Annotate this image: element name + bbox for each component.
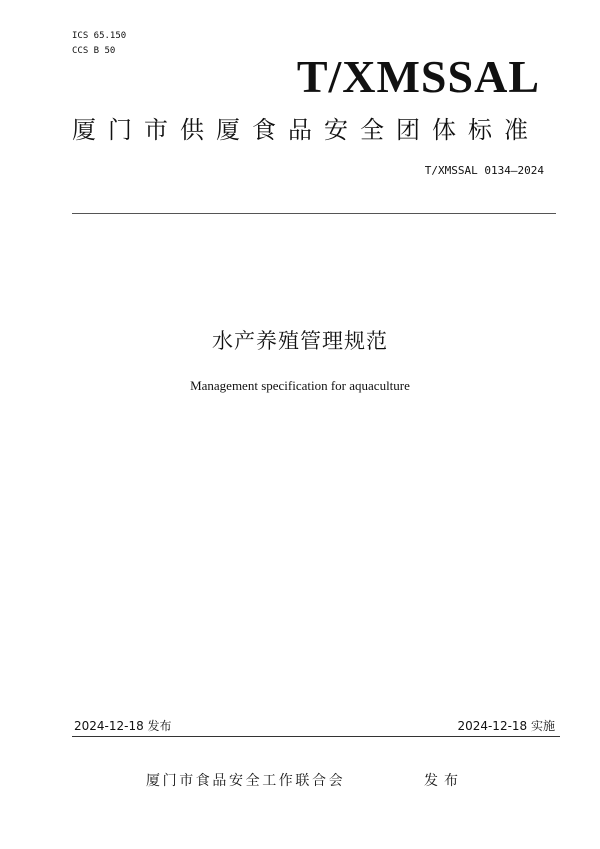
document-title-chinese: 水产养殖管理规范 bbox=[212, 329, 388, 353]
implementation-date: 2024-12-18 实施 bbox=[457, 719, 555, 733]
ics-code: ICS 65.150 bbox=[72, 31, 127, 41]
bottom-divider bbox=[72, 736, 560, 737]
ccs-code: CCS B 50 bbox=[72, 46, 116, 56]
organization-title: 厦门市供厦食品安全团体标准 bbox=[72, 116, 540, 144]
issue-date: 2024-12-18 发布 bbox=[74, 719, 172, 733]
document-title-english: Management specification for aquaculture bbox=[190, 378, 410, 393]
issuing-organization: 厦门市食品安全工作联合会 bbox=[146, 773, 346, 789]
standard-number: T/XMSSAL 0134—2024 bbox=[424, 164, 544, 177]
top-divider bbox=[72, 213, 556, 214]
publish-label: 发布 bbox=[424, 773, 464, 789]
standard-code: T/XMSSAL bbox=[296, 51, 540, 102]
